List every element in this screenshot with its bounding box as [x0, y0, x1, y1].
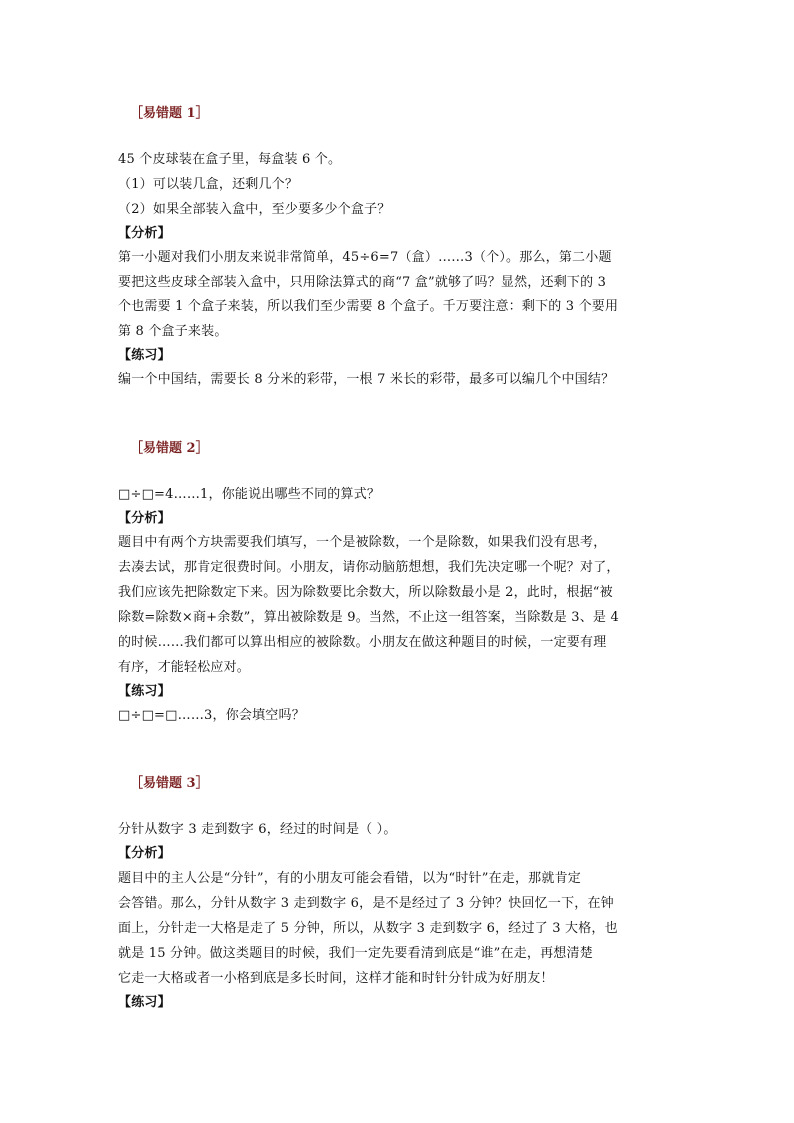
question-1-title: ［易错题 1］: [130, 106, 209, 121]
analysis-text: 第一小题对我们小朋友来说非常简单，45÷6=7（盒）……3（个）。那么，第二小题: [118, 250, 612, 265]
practice-heading: 【练习】: [118, 995, 171, 1010]
practice-text: □÷□=□……3，你会填空吗？: [118, 708, 305, 723]
practice-text: 编一个中国结，需要长 8 分米的彩带，一根 7 米长的彩带，最多可以编几个中国结？: [118, 372, 615, 387]
analysis-heading: 【分析】: [118, 226, 171, 241]
question-1-line: （1）可以装几盒，还剩几个？: [118, 177, 299, 192]
question-2-line: □÷□=4……1，你能说出哪些不同的算式？: [118, 487, 381, 502]
practice-heading: 【练习】: [118, 684, 171, 699]
analysis-heading: 【分析】: [118, 846, 171, 861]
analysis-text: 我们应该先把除数定下来。因为除数要比余数大，所以除数最小是 2，此时，根据“被: [118, 585, 613, 600]
question-2-title: ［易错题 2］: [130, 441, 209, 456]
question-3-line: 分针从数字 3 走到数字 6，经过的时间是（ ）。: [118, 822, 397, 837]
analysis-text: 个也需要 1 个盒子来装，所以我们至少需要 8 个盒子。千万要注意：剩下的 3 个要用: [118, 299, 619, 314]
analysis-text: 有序，才能轻松应对。: [118, 660, 251, 675]
analysis-text: 除数=除数×商+余数”，算出被除数是 9。当然，不止这一组答案，当除数是 3、是 4: [118, 610, 619, 625]
analysis-text: 会答错。那么，分针从数字 3 走到数字 6，是不是经过了 3 分钟？快回忆一下，在钟: [118, 896, 614, 911]
analysis-text: 题目中有两个方块需要我们填写，一个是被除数，一个是除数，如果我们没有思考，: [118, 535, 607, 550]
analysis-text: 去凑去试，那肯定很费时间。小朋友，请你动脑筋想想，我们先决定哪一个呢？对了，: [118, 560, 620, 575]
analysis-text: 它走一大格或者一小格到底是多长时间，这样才能和时针分针成为好朋友！: [118, 971, 554, 986]
practice-heading: 【练习】: [118, 348, 171, 363]
question-3-title: ［易错题 3］: [130, 776, 209, 791]
analysis-heading: 【分析】: [118, 511, 171, 526]
analysis-text: 题目中的主人公是“分针”，有的小朋友可能会看错，以为“时针”在走，那就肯定: [118, 871, 581, 886]
analysis-text: 就是 15 分钟。做这类题目的时候，我们一定先要看清到底是“谁”在走，再想清楚: [118, 946, 593, 961]
analysis-text: 面上，分针走一大格是走了 5 分钟，所以，从数字 3 走到数字 6，经过了 3 大格，也: [118, 921, 618, 936]
question-1-line: 45 个皮球装在盒子里，每盒装 6 个。: [118, 152, 342, 167]
analysis-text: 第 8 个盒子来装。: [118, 324, 228, 339]
question-1-line: （2）如果全部装入盒中，至少要多少个盒子？: [118, 202, 391, 217]
analysis-text: 要把这些皮球全部装入盒中，只用除法算式的商“7 盒”就够了吗？显然，还剩下的 3: [118, 275, 607, 290]
analysis-text: 的时候……我们都可以算出相应的被除数。小朋友在做这种题目的时候，一定要有理: [118, 635, 607, 650]
